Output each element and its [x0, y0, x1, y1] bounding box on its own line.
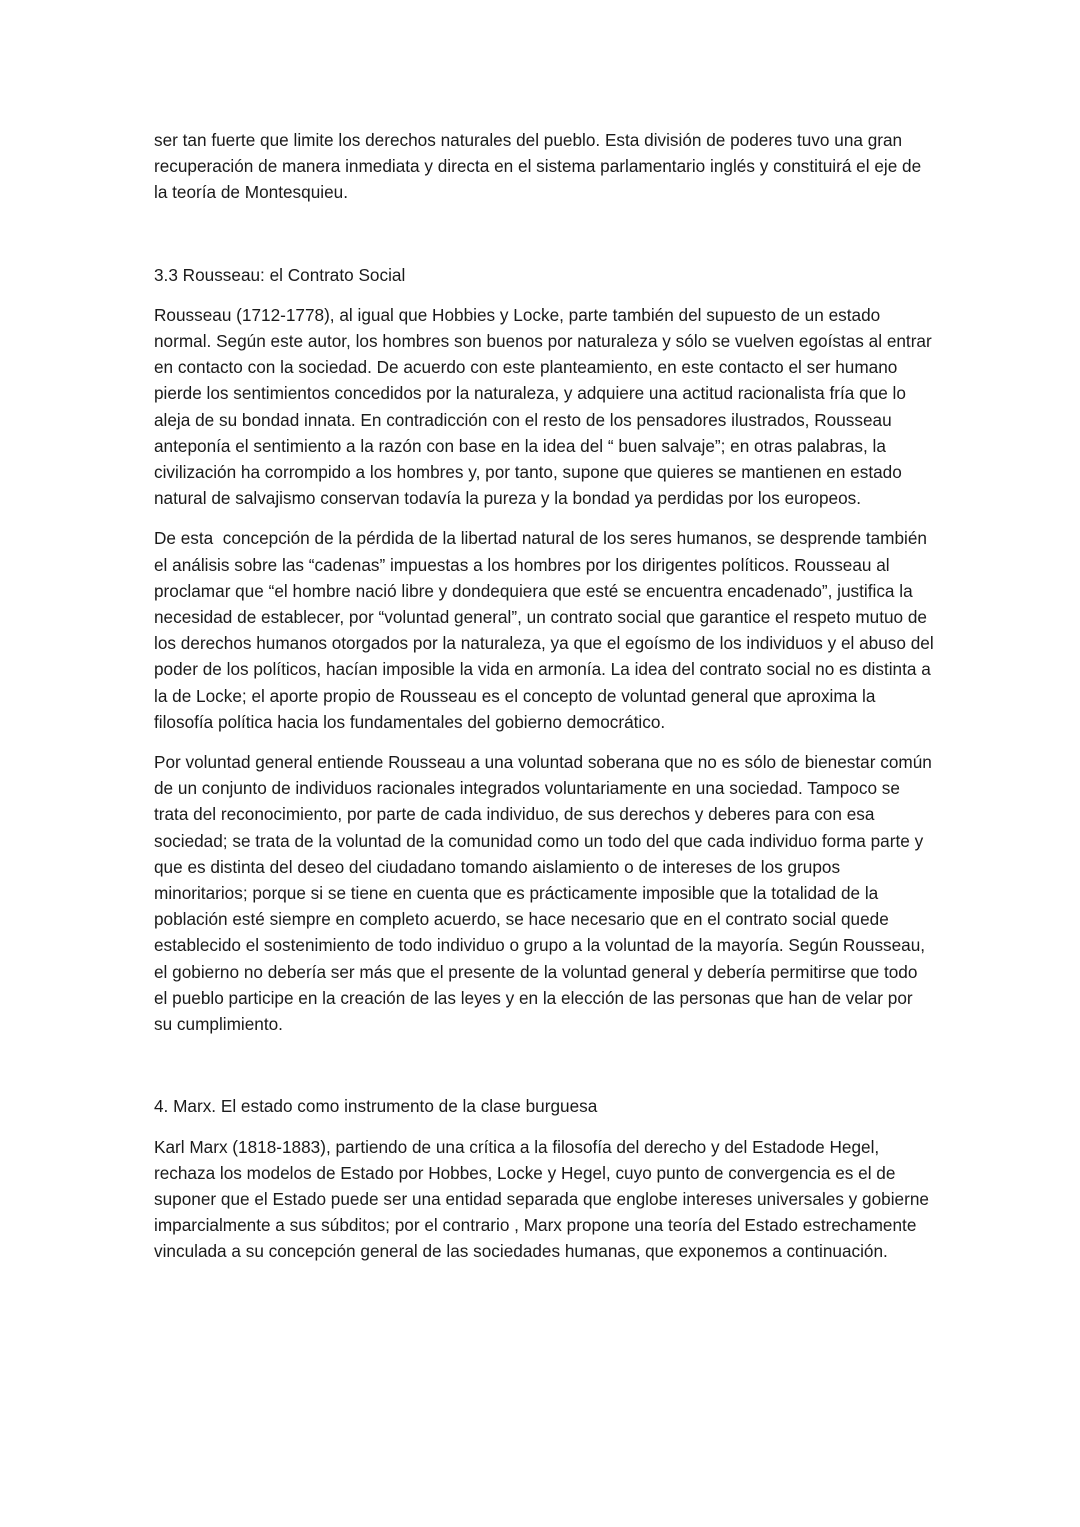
paragraph-rousseau-1: Rousseau (1712-1778), al igual que Hobbies y Locke, parte también del supuesto de un estado normal. Según este autor, los hombres son buenos por naturaleza y sólo se vuelven egoístas al entrar en contacto con la sociedad. De acuerdo con este planteamiento, en este contacto el ser humano pierde los sentimientos concedidos por la naturaleza, y adquiere una actitud racionalista fría que lo aleja de su bondad innata. En contradicción con el resto de los pensadores ilustrados, Rousseau anteponía el sentimiento a la razón con base en la idea del “ buen salvaje”; en otras palabras, la civilización ha corrompido a los hombres y, por tanto, supone que quieres se mantienen en estado natural de salvajismo conservan todavía la pureza y la bondad ya perdidas por los europeos.	[154, 304, 937, 509]
paragraph-rousseau-2: De esta concepción de la pérdida de la libertad natural de los seres humanos, se desprende también el análisis sobre las “cadenas” impuestas a los hombres por los dirigentes políticos. Rousseau al proclamar que “el hombre nació libre y dondequiera que esté se encuentra encadenado”, justifica la necesidad de establecer, por “voluntad general”, un contrato social que garantice el respeto mutuo de los derechos humanos otorgados por la naturaleza, ya que el egoísmo de los individuos y el abuso del poder de los políticos, hacían imposible la vida en armonía. La idea del contrato social no es distinta a la de Locke; el aporte propio de Rousseau es el concepto de voluntad general que aproxima la filosofía política hacia los fundamentales del gobierno democrático.	[154, 528, 939, 732]
paragraph-marx-1: Karl Marx (1818-1883), partiendo de una crítica a la filosofía del derecho y del Estadode Hegel, rechaza los modelos de Estado por Hobbes, Locke y Hegel, cuyo punto de convergencia es el de suponer que el Estado puede ser una entidad separada que englobe intereses universales y gobierne imparcialmente a sus súbditos; por el contrario , Marx propone una teoría del Estado estrechamente vinculada a su concepción general de las sociedades humanas, que exponemos a continuación.	[154, 1136, 934, 1262]
section-spacer	[154, 220, 934, 262]
intro-paragraph: ser tan fuerte que limite los derechos naturales del pueblo. Esta división de poderes tuvo una gran recuperación de manera inmediata y directa en el sistema parlamentario inglés y constituirá el eje de la teoría de Montesquieu.	[154, 130, 926, 203]
section-heading-rousseau: 3.3 Rousseau: el Contrato Social	[154, 264, 406, 285]
paragraph-rousseau-3: Por voluntad general entiende Rousseau a una voluntad soberana que no es sólo de bienestar común de un conjunto de individuos racionales integrados voluntariamente en una sociedad. Tampoco se trata del reconocimiento, por parte de cada individuo, de sus derechos y deberes para con esa sociedad; se trata de la voluntad de la comunidad como un todo del que cada individuo forma parte y que es distinta del deseo del ciudadano tomando aislamiento o de intereses de los grupos minoritarios; porque si se tiene en cuenta que es prácticamente imposible que la totalidad de la población esté siempre en completo acuerdo, se hace necesario que en el contrato social quede establecido el sostenimiento de todo individuo o grupo a la voluntad de la mayoría. Según Rousseau, el gobierno no debería ser más que el presente de la voluntad general y debería permitirse que todo el pueblo participe en la creación de las leyes y en la elección de las personas que han de velar por su cumplimiento.	[154, 752, 937, 1035]
section-heading-marx: 4. Marx. El estado como instrumento de la clase burguesa	[154, 1096, 598, 1117]
section-spacer	[154, 1051, 934, 1093]
document-page	[154, 127, 939, 1279]
